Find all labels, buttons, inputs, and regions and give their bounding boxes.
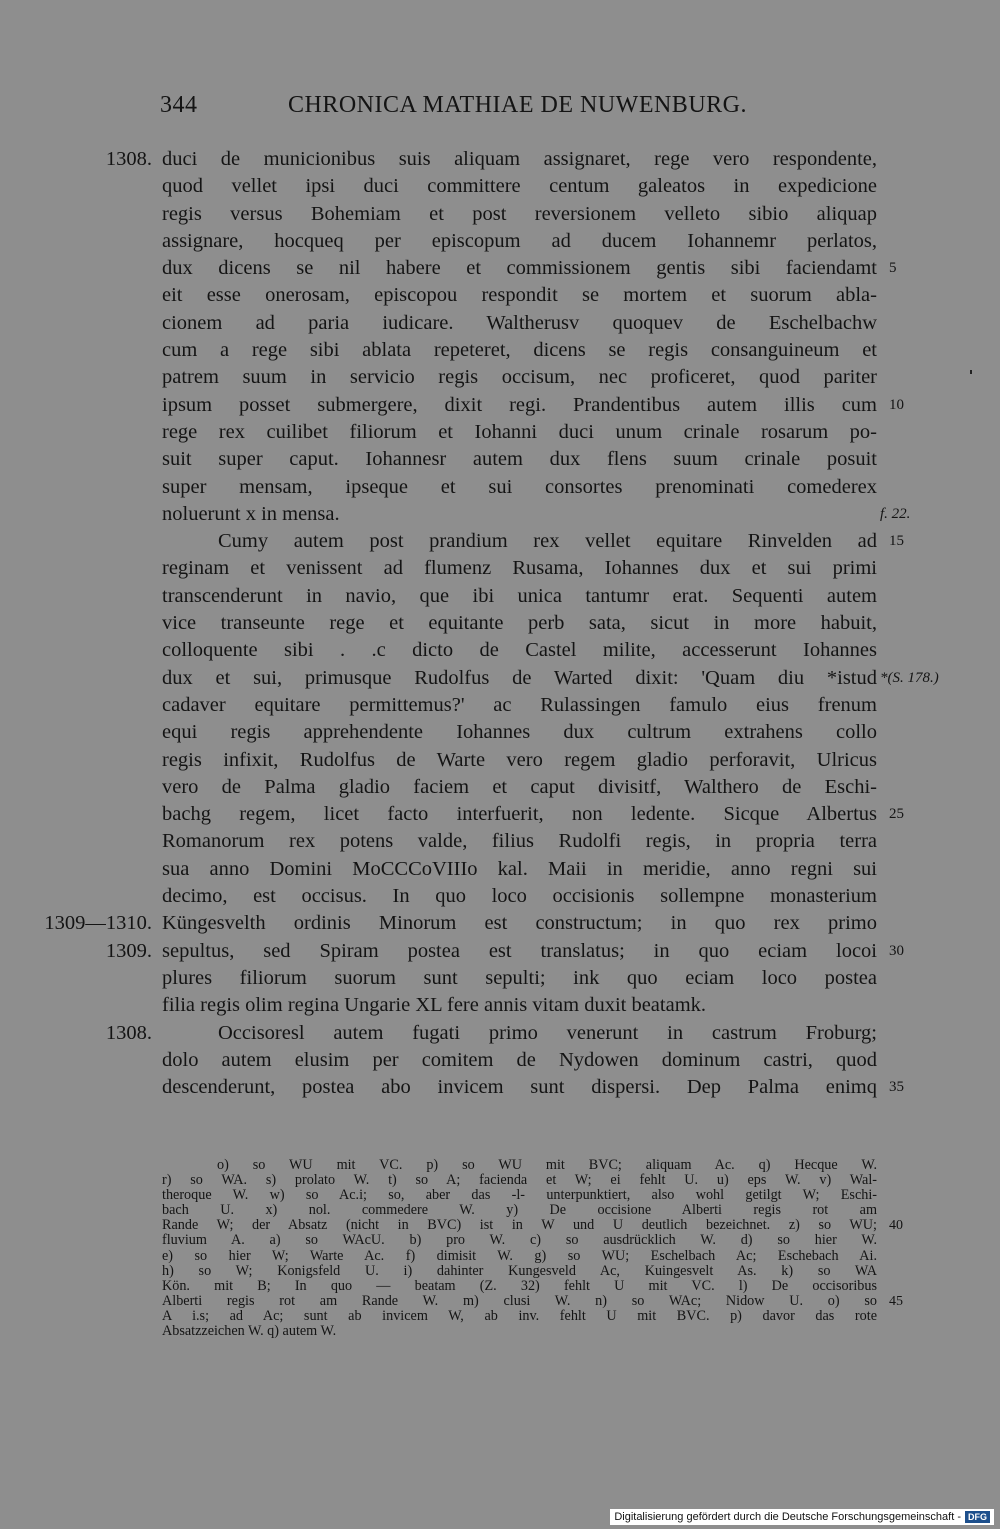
- text-line: [162, 501, 911, 528]
- line-number: 5: [889, 260, 897, 277]
- text-line: [162, 992, 877, 1019]
- text-line-content: descenderunt, postea abo invicem sunt dispersi. Dep Palma enimq: [162, 1076, 877, 1099]
- text-line: [105, 146, 877, 173]
- text-line: [162, 173, 877, 200]
- text-line-content: filia regis olim regina Ungarie XL fere annis vitam duxit beatamk.: [162, 994, 707, 1017]
- text-line-content: sua anno Domini MoCCCoVIIIo kal. Maii in meridie, anno regni sui: [162, 857, 877, 880]
- footnote-line: [162, 1249, 877, 1264]
- footnote-line: [162, 1292, 903, 1309]
- footnote-line-content: e) so hier W; Warte Ac. f) dimisit W. g) so WU; Eschelbach Ac; Eschebach Ai.: [162, 1247, 877, 1264]
- scan-edge-mark: [970, 370, 972, 374]
- text-line-content: patrem suum in servicio regis occisum, nec proficeret, quod pariter: [162, 366, 877, 389]
- text-line: [162, 965, 877, 992]
- text-line-content: noluerunt x in mensa.: [162, 502, 340, 525]
- text-line: [162, 747, 877, 774]
- text-line: [162, 310, 877, 337]
- text-line-content: cum a rege sibi ablata repeteret, dicens se regis consanguineum et: [162, 339, 877, 362]
- text-line: [162, 801, 904, 828]
- footnote-line-content: o) so WU mit VC. p) so WU mit BVC; aliquam Ac. q) Hecque W.: [217, 1157, 877, 1173]
- text-line: [162, 610, 877, 637]
- text-line: [162, 828, 877, 855]
- footnote-line-content: A i.s; ad Ac; sunt ab invicem W, ab inv. fehlt U mit BVC. p) davor das rote: [162, 1307, 877, 1324]
- text-line-content: quod vellet ipsi duci committere centum galeatos in expedicione: [162, 175, 877, 198]
- dfg-logo: DFG: [965, 1511, 990, 1523]
- text-line: [162, 856, 877, 883]
- line-number: 25: [889, 806, 904, 823]
- page-title: CHRONICA MATHIAE DE NUWENBURG.: [288, 92, 747, 118]
- text-line: [162, 555, 877, 582]
- text-line-content: assignare, hocqueq per episcopum ad ducem Iohannemr perlatos,: [162, 229, 877, 252]
- text-line-content: Occisoresl autem fugati primo venerunt in castrum Froburg;: [218, 1021, 877, 1044]
- footnote-line: [162, 1264, 877, 1279]
- text-line-content: Romanorum rex potens valde, filius Rudolfi regis, in propria terra: [162, 830, 877, 853]
- footnote-line: [162, 1279, 877, 1294]
- text-line: [162, 392, 904, 419]
- footnotes: [162, 1157, 903, 1340]
- text-line-content: vero de Palma gladio faciem et caput divisitf, Walthero de Eschi-: [162, 775, 877, 798]
- footer: [610, 1509, 994, 1525]
- footnote-line-content: theroque W. w) so Ac.i; so, aber das -l- unterpunktiert, also wohl getilgt W; Eschi-: [162, 1187, 877, 1204]
- footnote-line: [162, 1233, 877, 1248]
- margin-year: 1308.: [105, 1021, 152, 1044]
- line-number: 40: [889, 1218, 903, 1234]
- text-line: [162, 228, 877, 255]
- text-line: [162, 528, 904, 555]
- line-number: 15: [889, 533, 904, 550]
- text-line-content: reginam et venissent ad flumenz Rusama, Iohannes dux et sui primi: [162, 557, 877, 580]
- text-line-content: cionem ad paria iudicare. Waltherusv quoquev de Eschelbachw: [162, 311, 877, 334]
- body-text: [44, 146, 939, 1101]
- text-line-content: regis infixit, Rudolfus de Warte vero regem gladio perforavit, Ulricus: [162, 748, 877, 771]
- text-line: [162, 719, 877, 746]
- footnote-line: [162, 1188, 877, 1203]
- text-line-content: decimo, est occisus. In quo loco occisionis sollempne monasterium: [162, 885, 877, 908]
- footnote-line-content: Absatzzeichen W. q) autem W.: [162, 1323, 337, 1340]
- text-line-content: cadaver equitare permittemus?' ac Rulassingen famulo eius frenum: [162, 693, 877, 716]
- text-line: [162, 583, 877, 610]
- margin-year: 1309.: [105, 939, 152, 962]
- footnote-line: [162, 1309, 877, 1324]
- line-number: 35: [889, 1079, 904, 1096]
- text-line: [162, 446, 877, 473]
- footnote-line: [162, 1173, 877, 1188]
- text-line: [44, 910, 877, 937]
- text-line: [162, 883, 877, 910]
- text-line: [162, 337, 877, 364]
- footnote-line: [162, 1203, 877, 1218]
- line-number: 30: [889, 942, 904, 959]
- text-line: [162, 1074, 904, 1101]
- footnote-line-content: bach U. x) nol. commedere W. y) De occisione Alberti regis rot am: [162, 1202, 877, 1219]
- text-line: [105, 1020, 877, 1047]
- footnote-line-content: Kön. mit B; In quo — beatam (Z. 32) fehlt U mit VC. l) De occisoribus: [162, 1277, 877, 1294]
- footnote-line: [162, 1158, 877, 1173]
- text-line-content: suit super caput. Iohannesr autem dux flens suum crinale posuit: [162, 448, 877, 471]
- line-number: 10: [889, 396, 904, 413]
- text-line: [162, 474, 877, 501]
- text-line: [162, 419, 877, 446]
- text-line-content: Cumy autem post prandium rex vellet equitare Rinvelden ad: [218, 530, 877, 553]
- text-line-content: plures filiorum suorum sunt sepulti; ink quo eciam loco postea: [162, 966, 877, 989]
- text-line: [162, 692, 877, 719]
- text-line: [162, 665, 939, 692]
- footnote-line-content: r) so WA. s) prolato W. t) so A; facienda et W; ei fehlt U. u) eps W. v) Wal-: [162, 1172, 877, 1189]
- text-line-content: transcenderunt in navio, que ibi unica tantumr erat. Sequenti autem: [162, 584, 877, 607]
- text-line-content: dux dicens se nil habere et commissionem gentis sibi faciendamt: [162, 257, 877, 280]
- footnote-line: [162, 1324, 877, 1339]
- text-line: [162, 637, 877, 664]
- text-line-content: colloquente sibi . .c dicto de Castel milite, accesserunt Iohannes: [162, 639, 877, 662]
- text-line-content: vice transeunte rege et equitante perb sata, sicut in more habuit,: [162, 612, 877, 635]
- text-line: [162, 774, 877, 801]
- text-line-content: ipsum posset submergere, dixit regi. Prandentibus autem illis cum: [162, 393, 877, 416]
- text-line-content: sepultus, sed Spiram postea est translatus; in quo eciam locoi: [162, 939, 877, 962]
- text-line: [162, 201, 877, 228]
- text-line-content: rege rex cuilibet filiorum et Iohanni duci unum crinale rosarum po-: [162, 420, 877, 443]
- text-line-content: dux et sui, primusque Rudolfus de Warted dixit: 'Quam diu *istud: [162, 666, 877, 689]
- text-line-content: regis versus Bohemiam et post reversionem velleto sibio aliquap: [162, 202, 877, 225]
- funding-notice: Digitalisierung gefördert durch die Deutsche Forschungsgemeinschaft -: [614, 1511, 961, 1523]
- margin-reference: f. 22.: [880, 505, 911, 522]
- footnote-line-content: fluvium A. a) so WAcU. b) pro W. c) so ausdrücklich W. d) so hier W.: [162, 1232, 877, 1249]
- margin-reference: *(S. 178.): [880, 669, 939, 686]
- text-line: [162, 364, 877, 391]
- text-line-content: Küngesvelth ordinis Minorum est constructum; in quo rex primo: [162, 912, 877, 935]
- text-line-content: bachg regem, licet facto interfuerit, non ledente. Sicque Albertus: [162, 803, 877, 826]
- text-line-content: eit esse onerosam, episcopou respondit se mortem et suorum abla-: [162, 284, 877, 307]
- footnote-line-content: h) so W; Konigsfeld U. i) dahinter Kungesveld Ac, Kuingesvelt As. k) so WA: [162, 1262, 877, 1279]
- footnote-line-content: Alberti regis rot am Rande W. m) clusi W. n) so WAc; Nidow U. o) so: [162, 1292, 877, 1309]
- text-line: [162, 1047, 877, 1074]
- text-line-content: super mensam, ipseque et sui consortes prenominati comederex: [162, 475, 877, 498]
- text-line-content: duci de municionibus suis aliquam assignaret, rege vero respondente,: [162, 148, 877, 170]
- text-line-content: equi regis apprehendente Iohannes dux cultrum extrahens collo: [162, 721, 877, 744]
- margin-year: 1308.: [105, 148, 152, 170]
- page-number: 344: [160, 92, 198, 118]
- text-line-content: dolo autem elusim per comitem de Nydowen dominum castri, quod: [162, 1048, 877, 1071]
- margin-year: 1309—1310.: [44, 912, 152, 935]
- footnote-line-content: Rande W; der Absatz (nicht in BVC) ist in W und U deutlich bezeichnet. z) so WU;: [162, 1217, 877, 1234]
- footnote-line: [162, 1217, 903, 1234]
- text-line: [162, 282, 877, 309]
- text-line: [162, 255, 897, 282]
- text-line: [105, 938, 904, 965]
- line-number: 45: [889, 1293, 903, 1309]
